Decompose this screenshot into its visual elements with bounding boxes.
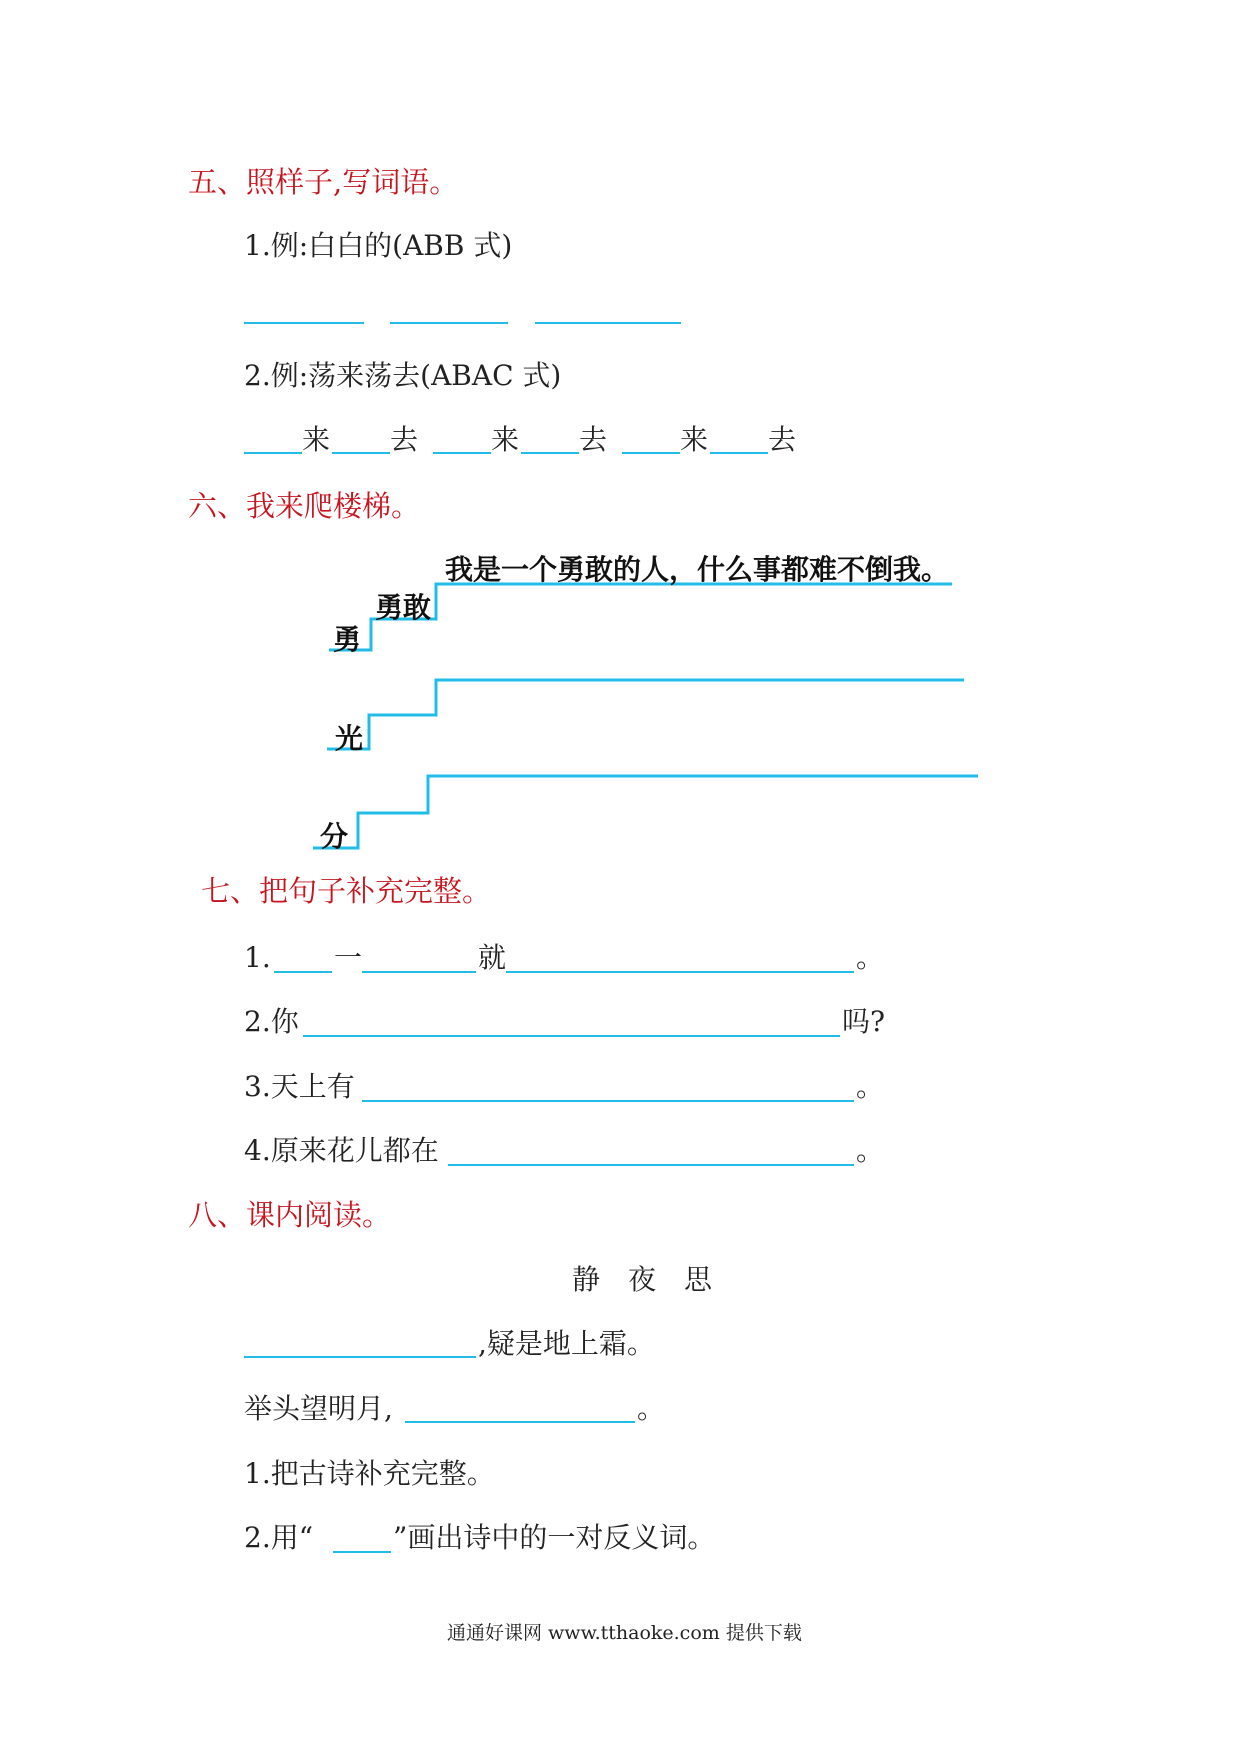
abac-char: 来 [302, 423, 331, 456]
sentence-2-end: 吗? [842, 1005, 886, 1038]
stair-2-step-1: 光 [335, 722, 364, 755]
section-7-heading: 七、把句子补充完整。 [201, 874, 492, 908]
example-underline [333, 1551, 391, 1553]
sentence-4-start: 4.原来花儿都在 [244, 1134, 439, 1167]
question-8-2: 2.用“ [244, 1521, 314, 1554]
sentence-1-text: 就 [478, 941, 507, 974]
sentence-1-end: 。 [856, 941, 885, 974]
abac-char: 去 [579, 423, 608, 456]
stair-3-step-1: 分 [320, 820, 349, 853]
section-5-heading: 五、照样子,写词语。 [188, 165, 459, 199]
sentence-1-number: 1. [244, 941, 271, 974]
poem-title: 静 夜 思 [572, 1263, 713, 1296]
staircase-3 [313, 776, 978, 848]
sentence-3-start: 3.天上有 [244, 1070, 355, 1103]
answer-blank[interactable] [362, 971, 476, 973]
question-8-2-end: ”画出诗中的一对反义词。 [393, 1521, 716, 1554]
sentence-4-end: 。 [856, 1134, 885, 1167]
staircase-2 [327, 680, 964, 749]
stair-1-step-1: 勇 [333, 623, 362, 656]
section-8-heading: 八、课内阅读。 [188, 1198, 392, 1232]
poem-line-1: ,疑是地上霜。 [478, 1327, 655, 1360]
sentence-2-start: 2.你 [244, 1005, 299, 1038]
answer-blank[interactable] [362, 1100, 854, 1102]
sentence-3-end: 。 [856, 1070, 885, 1103]
answer-blank[interactable] [274, 971, 332, 973]
section-6-heading: 六、我来爬楼梯。 [188, 489, 421, 523]
answer-blank[interactable] [506, 971, 854, 973]
poem-line-2-end: 。 [637, 1392, 666, 1425]
abac-char: 来 [491, 423, 520, 456]
stair-1-step-2: 勇敢 [375, 591, 432, 624]
question-5-2: 2.例:荡来荡去(ABAC 式) [244, 359, 562, 392]
abac-char: 来 [680, 423, 709, 456]
question-8-1: 1.把古诗补充完整。 [244, 1457, 495, 1490]
poem-line-2: 举头望明月, [244, 1392, 393, 1425]
sentence-1-text: 一 [334, 941, 363, 974]
answer-blank[interactable] [303, 1035, 840, 1037]
answer-blank[interactable] [448, 1164, 854, 1166]
stair-1-top: 我是一个勇敢的人，什么事都难不倒我。 [445, 553, 950, 586]
question-5-1: 1.例:白白的(ABB 式) [244, 229, 513, 262]
abac-char: 去 [390, 423, 419, 456]
answer-blank[interactable] [244, 1356, 476, 1358]
footer-source: 通通好课网 www.tthaoke.com 提供下载 [447, 1622, 802, 1644]
answer-blank[interactable] [405, 1421, 635, 1423]
abac-char: 去 [768, 423, 797, 456]
